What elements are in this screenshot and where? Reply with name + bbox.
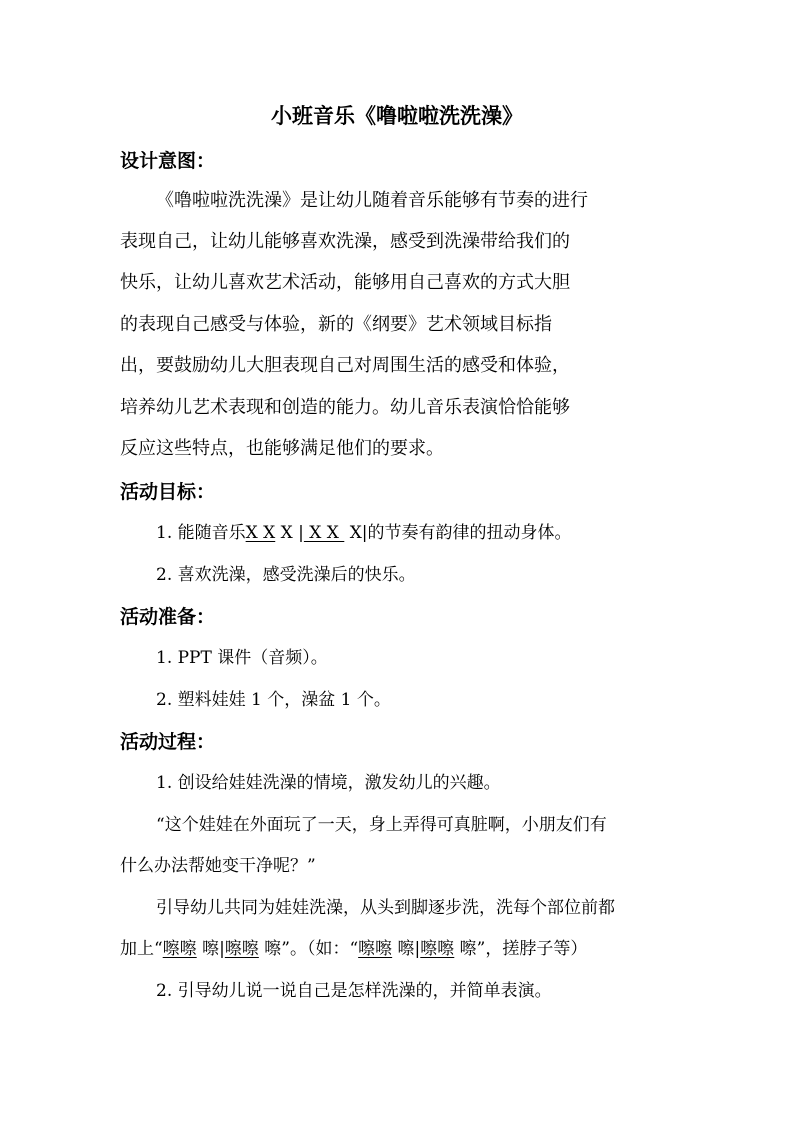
guide-line-2 — [120, 934, 587, 964]
design-line-6: 培养幼儿艺术表现和创造的能力。幼儿音乐表演恰恰能够 — [120, 397, 570, 418]
chant-underlined-4: 嚓嚓 — [420, 939, 455, 959]
chant-underlined-3: 嚓嚓 — [358, 939, 393, 959]
guide-suffix: 嚓”，搓脖子等） — [454, 939, 588, 959]
process-item-1: 1. 创设给娃娃洗澡的情境，激发幼儿的兴趣。 — [156, 773, 501, 793]
rhythm-notation-a: X X — [245, 523, 276, 543]
prep-item-2: 2. 塑料娃娃 1 个，澡盆 1 个。 — [156, 690, 391, 710]
goal-item-1 — [156, 518, 572, 548]
goal-item-1-suffix: 的节奏有韵律的扭动身体。 — [367, 523, 572, 543]
goal-item-2: 2. 喜欢洗澡，感受洗澡后的快乐。 — [156, 565, 416, 585]
design-line-5: 出，要鼓励幼儿大胆表现自己对周围生活的感受和体验， — [120, 355, 570, 376]
design-line-7: 反应这些特点，也能够满足他们的要求。 — [120, 438, 444, 459]
section-heading-process: 活动过程： — [120, 731, 216, 753]
design-line-4: 的表现自己感受与体验，新的《纲要》艺术领域目标指 — [120, 314, 552, 335]
design-line-1: 《噜啦啦洗洗澡》是让幼儿随着音乐能够有节奏的进行 — [156, 190, 588, 211]
chant-mid-1: 嚓| — [196, 939, 225, 959]
guide-prefix: 加上“ — [120, 939, 163, 959]
goal-item-1-prefix: 1. 能随音乐 — [156, 523, 246, 543]
chant-mid-3: 嚓| — [392, 939, 421, 959]
rhythm-notation-d: X| — [344, 523, 368, 543]
chant-mid-2: 嚓”。（如：“ — [258, 939, 359, 959]
quote-line-2: 什么办法帮她变干净呢？” — [120, 856, 316, 876]
process-item-2: 2. 引导幼儿说一说自己是怎样洗澡的，并简单表演。 — [156, 981, 552, 1001]
section-heading-prep: 活动准备： — [120, 606, 216, 628]
section-heading-goals: 活动目标： — [120, 481, 216, 503]
document-title: 小班音乐《噜啦啦洗洗澡》 — [271, 103, 523, 128]
rhythm-notation-c: X X — [303, 523, 345, 543]
prep-item-1: 1. PPT 课件（音频）。 — [156, 648, 328, 668]
quote-line-1: “这个娃娃在外面玩了一天，身上弄得可真脏啊，小朋友们有 — [156, 815, 607, 835]
section-heading-design: 设计意图： — [120, 150, 216, 172]
chant-underlined-2: 嚓嚓 — [224, 939, 259, 959]
design-line-3: 快乐，让幼儿喜欢艺术活动，能够用自己喜欢的方式大胆 — [120, 272, 570, 293]
chant-underlined-1: 嚓嚓 — [162, 939, 197, 959]
rhythm-notation-b: X | — [275, 523, 304, 543]
design-line-2: 表现自己，让幼儿能够喜欢洗澡，感受到洗澡带给我们的 — [120, 231, 570, 252]
guide-line-1: 引导幼儿共同为娃娃洗澡，从头到脚逐步洗，洗每个部位前都 — [156, 898, 615, 918]
